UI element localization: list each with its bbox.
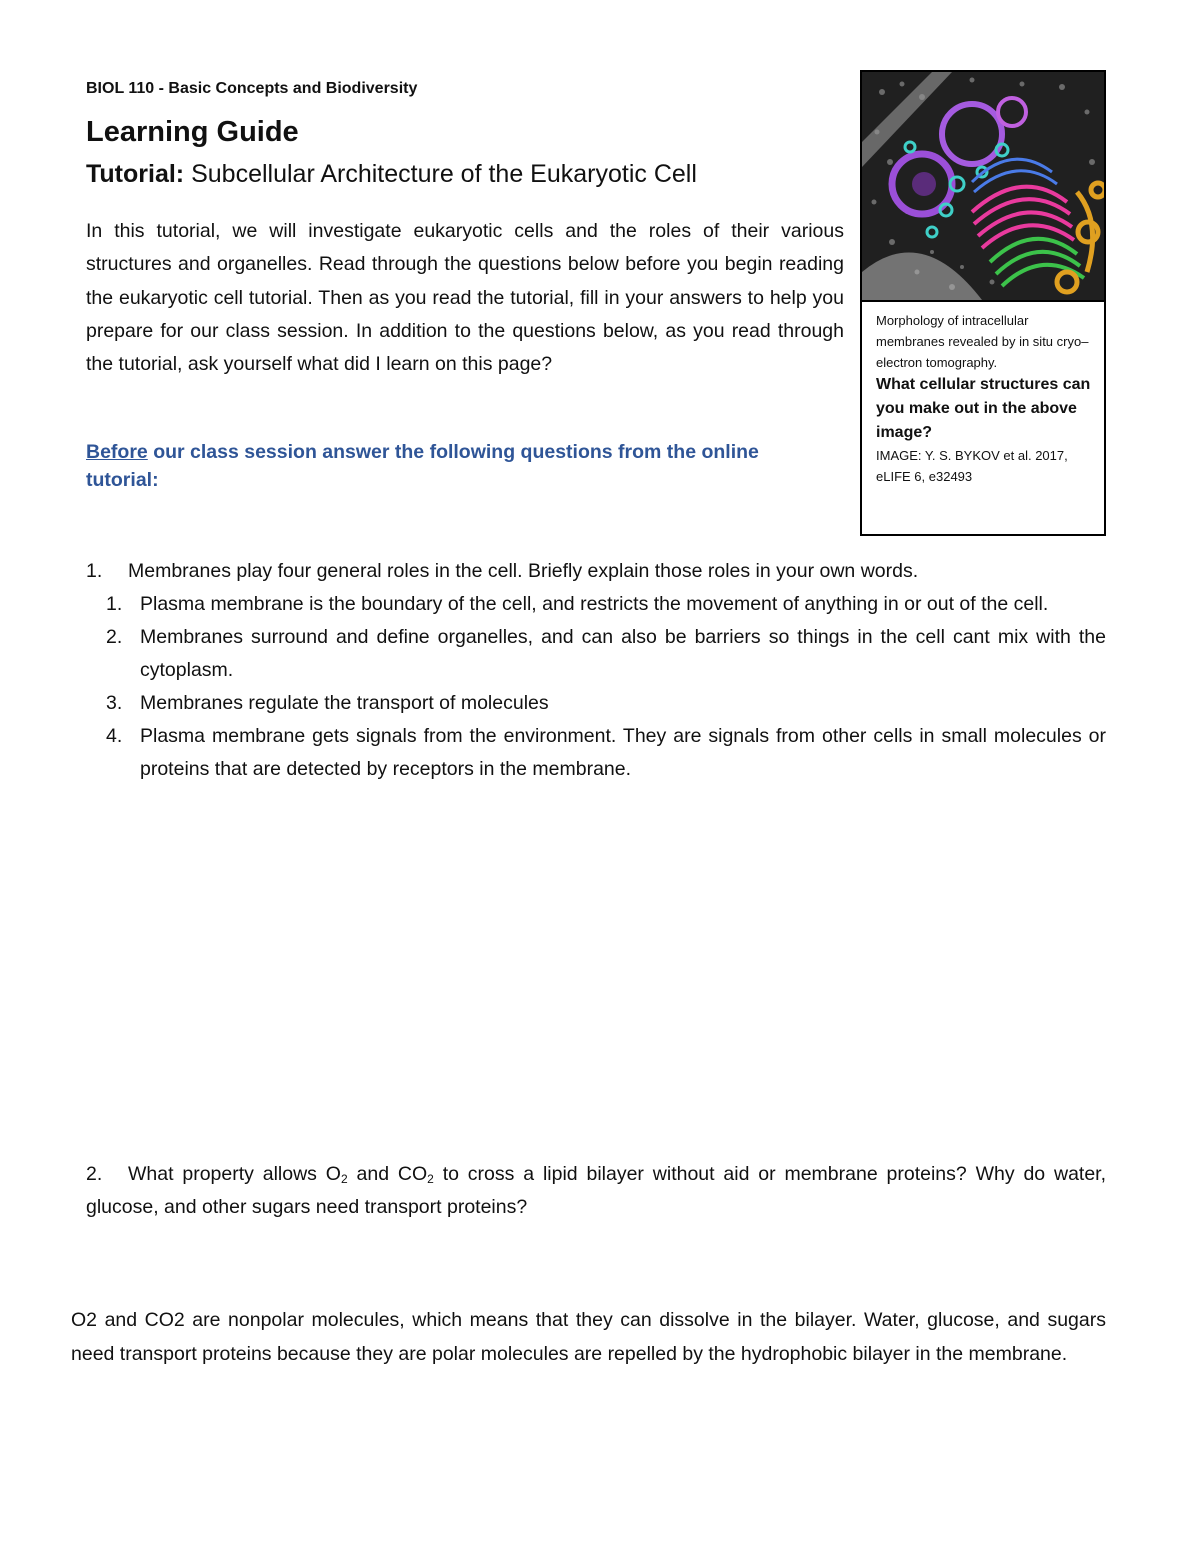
answer-text: Membranes regulate the transport of molecules: [140, 692, 549, 714]
question-2-text-a: What property allows O: [128, 1163, 341, 1185]
answer-item: [86, 621, 1106, 687]
question-1-text: Membranes play four general roles in the cell. Briefly explain those roles in your own words.: [128, 560, 919, 582]
answer-item: [86, 720, 1106, 786]
course-title: BIOL 110 - Basic Concepts and Biodiversity: [86, 80, 418, 97]
tutorial-label: Tutorial:: [86, 160, 185, 188]
answer-number: 1.: [106, 593, 123, 615]
before-underlined: Before: [86, 441, 148, 463]
subscript: 2: [427, 1172, 434, 1186]
answer-item: [86, 687, 1106, 720]
question-1-prompt: [86, 555, 1106, 588]
answer-item: [86, 588, 1106, 621]
figure-box: [860, 70, 1106, 536]
question-1-number: 1.: [86, 560, 103, 582]
answer-number: 2.: [106, 626, 123, 648]
answer-number: 4.: [106, 725, 123, 747]
answer-text: Membranes surround and define organelles, and can also be barriers so things in the cell cant mix with the cytoplasm.: [140, 626, 1106, 681]
answer-2: O2 and CO2 are nonpolar molecules, which means that they can dissolve in the bilayer. Water, glucose, and sugars need transport proteins because they are polar molecules are repelled by the hydrophobic bilayer in the membrane.: [71, 1309, 1106, 1365]
tutorial-heading: [86, 160, 697, 189]
answer-text: Plasma membrane gets signals from the environment. They are signals from other cells in small molecules or proteins that are detected by receptors in the membrane.: [140, 725, 1106, 780]
question-2-text-b: and CO: [347, 1163, 428, 1185]
tutorial-title: Subcellular Architecture of the Eukaryotic Cell: [191, 160, 697, 188]
subscript: 2: [340, 1172, 348, 1186]
question-1: [86, 555, 1106, 786]
before-instructions: [86, 438, 826, 494]
intro-paragraph: In this tutorial, we will investigate eukaryotic cells and the roles of their various structures and organelles. Read through the questions below before you begin reading the eukaryotic cell tutorial. Then as you read the tutorial, fill in your answers to help you prepare for our class session. In addition to the questions below, as you read through the tutorial, ask yourself what did I learn on this page?: [86, 220, 844, 376]
figure-caption: Morphology of intracellular membranes revealed by in situ cryo–electron tomography.: [876, 313, 1089, 370]
question-2-number: 2.: [86, 1163, 103, 1185]
question-2: [86, 1158, 1106, 1224]
figure-question: What cellular structures can you make out in the above image?: [876, 376, 1091, 441]
before-rest: our class session answer the following questions from the online tutorial:: [86, 441, 759, 491]
answer-number: 3.: [106, 692, 123, 714]
cell-illustration: [862, 72, 1104, 300]
page-title: Learning Guide: [86, 116, 299, 148]
figure-credit: IMAGE: Y. S. BYKOV et al. 2017, eLIFE 6, e32493: [876, 448, 1068, 484]
question-2-text-c: to cross a lipid bilayer without aid or membrane proteins? Why do water, glucose, and other sugars need transport proteins?: [86, 1163, 1107, 1218]
cell-tomography-image: [862, 72, 1104, 302]
answer-text: Plasma membrane is the boundary of the cell, and restricts the movement of anything in or out of the cell.: [140, 593, 1049, 615]
